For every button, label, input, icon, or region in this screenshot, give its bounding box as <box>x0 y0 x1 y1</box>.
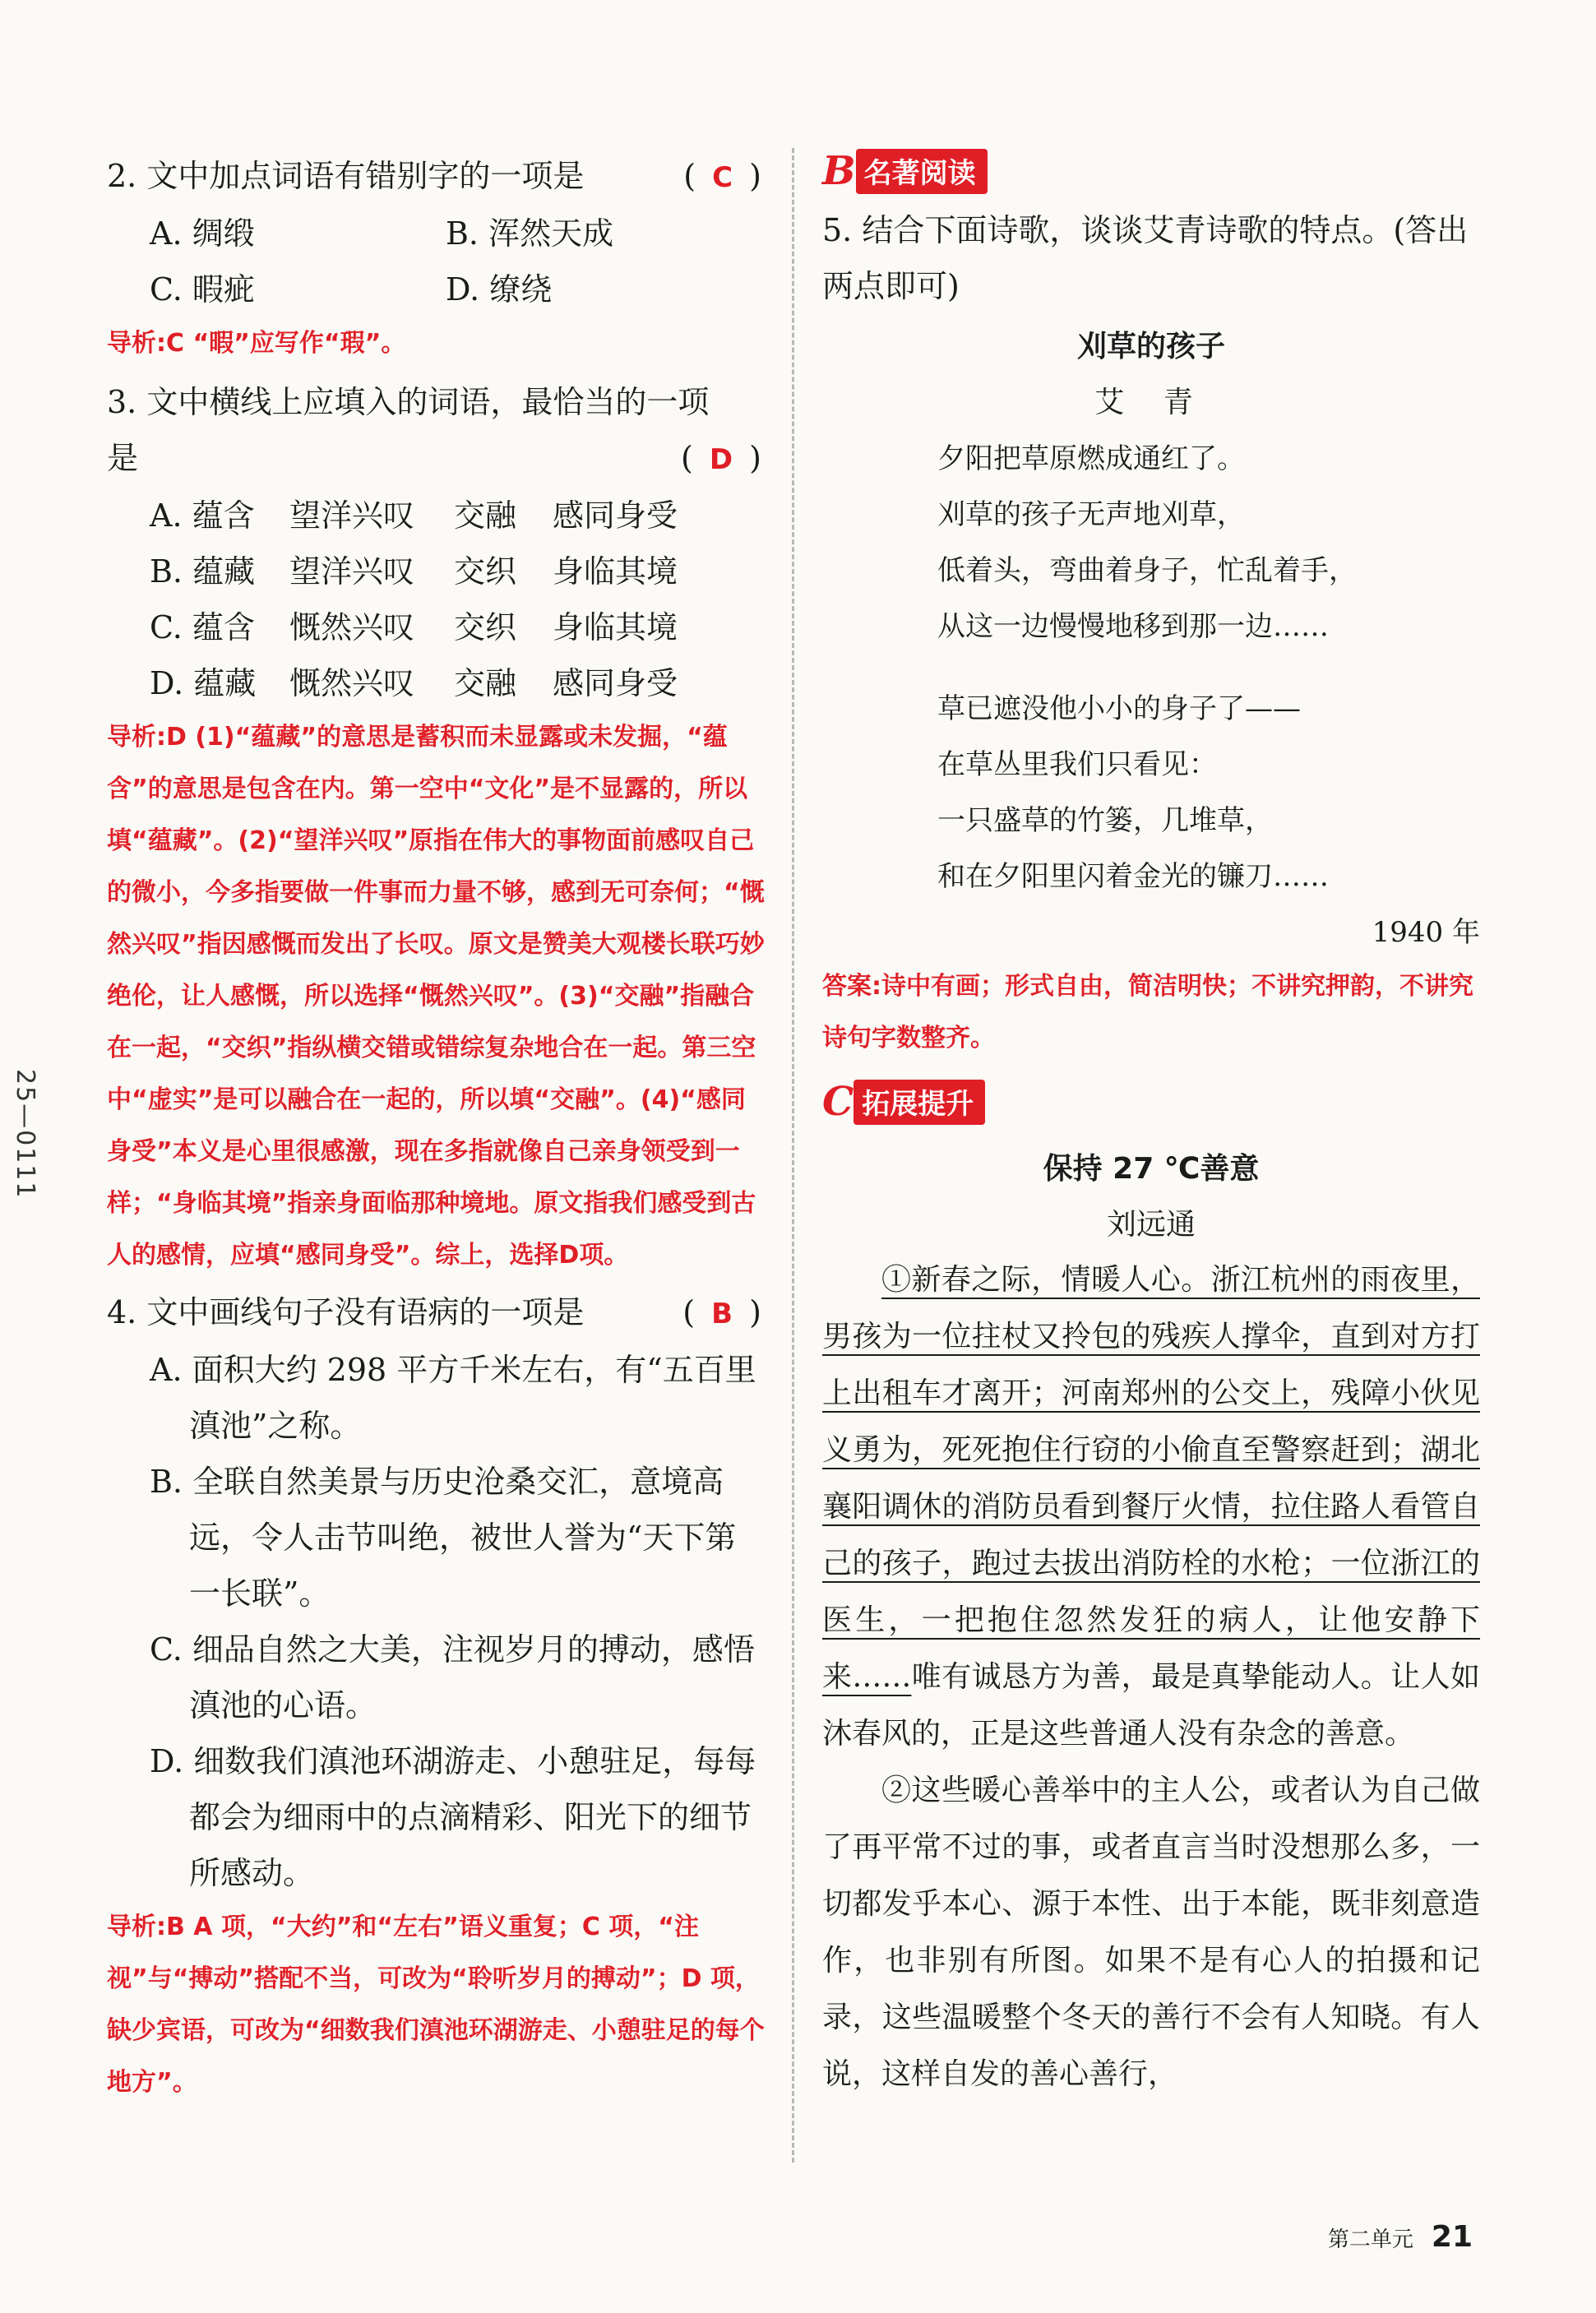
side-code: 25—0111 <box>11 1069 39 1200</box>
underlined-sentence: ①新春之际，情暖人心。浙江杭州的雨夜里，男孩为一位拄杖又拎包的残疾人撑伞，直到对方打上出租车才离开；河南郑州的公交上，残障小伙见义勇为，死死抱住行窃的小偷直至警察赶到；湖北襄阳调休的消防员看到餐厅火情，拉住路人看管自己的孩子，跑过去拔出消防栓的水枪；一位浙江的医生，一把抱住忽然发狂的病人，让他安静下来…… <box>822 1263 1480 1694</box>
option-cell: B. 蕴藏 <box>150 553 256 590</box>
option-cell: 身临其境 <box>553 609 678 645</box>
option-cell: A. 蕴含 <box>150 497 255 534</box>
poem-line: 低着头，弯曲着身子，忙乱着手， <box>937 554 1357 587</box>
q4-stem: 4. 文中画线句子没有语病的一项是 <box>107 1294 585 1330</box>
essay-author: 刘远通 <box>1106 1208 1196 1242</box>
poem-line: 夕阳把草原燃成通红了。 <box>937 442 1245 475</box>
poem-stanza-1 <box>822 431 1480 655</box>
q2-option-a: A. 绸缎 <box>150 215 255 252</box>
poem-line: 在草丛里我们只看见： <box>937 748 1217 781</box>
q4-analysis <box>107 1901 765 2108</box>
q2-analysis <box>107 317 765 369</box>
section-b-title: 名著阅读 <box>856 149 988 194</box>
analysis-label: 导析: <box>107 723 166 752</box>
q3-answer: D <box>709 443 737 476</box>
option-cell: 交融 <box>454 665 517 701</box>
q3-option-c <box>150 599 765 655</box>
option-cell: 慨然兴叹 <box>289 665 415 701</box>
q2-option-c: C. 暇疵 <box>150 271 255 308</box>
option-cell: D. 蕴藏 <box>150 665 257 701</box>
q5-answer <box>822 960 1480 1064</box>
analysis-label: 导析: <box>107 1913 166 1941</box>
poem-line: 刈草的孩子无声地刈草， <box>937 498 1245 531</box>
q3-options <box>107 488 765 711</box>
option-cell: 感同身受 <box>553 665 678 701</box>
q2-stem: 2. 文中加点词语有错别字的一项是 <box>107 158 585 194</box>
q2-option-d: D. 缭绕 <box>446 271 553 308</box>
page-footer <box>1328 2220 1473 2254</box>
essay <box>822 1140 1480 2103</box>
q3-answer-paren: ( D ) <box>680 440 765 476</box>
q3-stem-line1: 3. 文中横线上应填入的词语，最恰当的一项 <box>107 384 710 420</box>
q4-answer-paren: ( B ) <box>682 1294 765 1330</box>
q3-option-d <box>150 655 765 711</box>
poem-line: 一只盛草的竹篓，几堆草， <box>937 804 1273 837</box>
q4-option-a: A. 面积大约 298 平方千米左右，有“五百里滇池”之称。 <box>150 1352 756 1444</box>
q3-option-a <box>150 488 765 544</box>
section-b-header <box>822 148 988 194</box>
section-c-title: 拓展提升 <box>854 1080 985 1125</box>
essay-title: 保持 27 ℃善意 <box>1043 1152 1260 1186</box>
right-column <box>822 148 1480 2103</box>
option-cell: 感同身受 <box>553 497 678 534</box>
q2-option-b: B. 浑然天成 <box>446 215 614 252</box>
section-c-letter: C <box>822 1079 854 1125</box>
option-cell: 望洋兴叹 <box>289 553 415 590</box>
unit-label: 第二单元 <box>1327 2227 1413 2252</box>
q4-option-b: B. 全联自然美景与历史沧桑交汇，意境高远，令人击节叫绝，被世人誉为“天下第一长联”。 <box>150 1464 737 1612</box>
poem-line: 从这一边慢慢地移到那一边…… <box>937 610 1329 643</box>
paragraph-text: 唯有诚恳方为善，最是真挚能动人。让人如沐春风的，正是这些普通人没有杂念的善意。 <box>822 1660 1480 1751</box>
answer-label: 答案: <box>822 972 881 1001</box>
question-2 <box>107 148 765 369</box>
option-cell: 交织 <box>454 609 517 645</box>
q4-option-c: C. 细品自然之大美，注视岁月的搏动，感悟滇池的心语。 <box>150 1631 755 1723</box>
question-4 <box>107 1284 765 2108</box>
analysis-text: C “暇”应写作“瑕”。 <box>166 329 406 358</box>
q3-option-b <box>150 544 765 599</box>
poem-line: 草已遮没他小小的身子了—— <box>937 692 1301 725</box>
poem-year: 1940 年 <box>1372 916 1480 949</box>
section-c-header <box>822 1079 985 1125</box>
q3-stem-line2: 是 <box>107 440 139 476</box>
poem-title: 刈草的孩子 <box>1076 330 1225 363</box>
q2-answer-paren: ( C ) <box>683 158 765 194</box>
q2-answer: C <box>712 161 737 194</box>
section-b-letter: B <box>822 148 856 194</box>
question-5 <box>822 202 1480 1064</box>
option-cell: 望洋兴叹 <box>289 497 415 534</box>
q4-answer: B <box>711 1298 737 1330</box>
analysis-text: D (1)“蕴藏”的意思是蓄积而未显露或未发掘，“蕴含”的意思是包含在内。第一空中“文化”是不显露的，所以填“蕴藏”。(2)“望洋兴叹”原指在伟大的事物面前感叹自己的微小，今多指要做一件事而力量不够，感到无可奈何；“慨然兴叹”指因感慨而发出了长叹。原文是赞美大观楼长联巧妙绝伦，让人感慨，所以选择“慨然兴叹”。(3)“交融”指融合在一起，“交织”指纵横交错或错综复杂地合在一起。第三空中“虚实”是可以融合在一起的，所以填“交融”。(4)“感同身受”本义是心里很感激，现在多指就像自己亲身领受到一样；“身临其境”指亲身面临那种境地。原文指我们感受到古人的感情，应填“感同身受”。综上，选择D项。 <box>107 723 765 1270</box>
poem-line: 和在夕阳里闪着金光的镰刀…… <box>937 860 1329 893</box>
poem-stanza-2 <box>822 681 1480 904</box>
option-cell: 慨然兴叹 <box>289 609 415 645</box>
option-cell: C. 蕴含 <box>150 609 255 645</box>
analysis-label: 导析: <box>107 329 166 358</box>
essay-paragraph-1 <box>822 1251 1480 1762</box>
option-cell: 交融 <box>454 497 517 534</box>
q4-option-d: D. 细数我们滇池环湖游走、小憩驻足，每每都会为细雨中的点滴精彩、阳光下的细节所感动。 <box>150 1743 756 1891</box>
page-number: 21 <box>1431 2220 1473 2254</box>
q5-stem: 5. 结合下面诗歌，谈谈艾青诗歌的特点。(答出两点即可) <box>822 212 1469 304</box>
answer-text: 诗中有画；形式自由，简洁明快；不讲究押韵，不讲究诗句字数整齐。 <box>822 972 1473 1052</box>
column-divider <box>792 148 794 2163</box>
left-column <box>107 148 765 2108</box>
option-cell: 身临其境 <box>553 553 678 590</box>
q3-analysis <box>107 711 765 1281</box>
poem-author: 艾 青 <box>1094 386 1208 419</box>
essay-paragraph-2: ②这些暖心善举中的主人公，或者认为自己做了再平常不过的事，或者直言当时没想那么多，一切都发乎本心、源于本性、出于本能，既非刻意造作，也非别有所图。如果不是有心人的拍摄和记录，这些温暖整个冬天的善行不会有人知晓。有人说，这样自发的善心善行， <box>822 1774 1480 2091</box>
question-3 <box>107 374 765 1281</box>
analysis-text: B A 项，“大约”和“左右”语义重复；C 项，“注视”与“搏动”搭配不当，可改为“聆听岁月的搏动”；D 项，缺少宾语，可改为“细数我们滇池环湖游走、小憩驻足的每个地方”。 <box>107 1913 765 2097</box>
option-cell: 交织 <box>454 553 517 590</box>
